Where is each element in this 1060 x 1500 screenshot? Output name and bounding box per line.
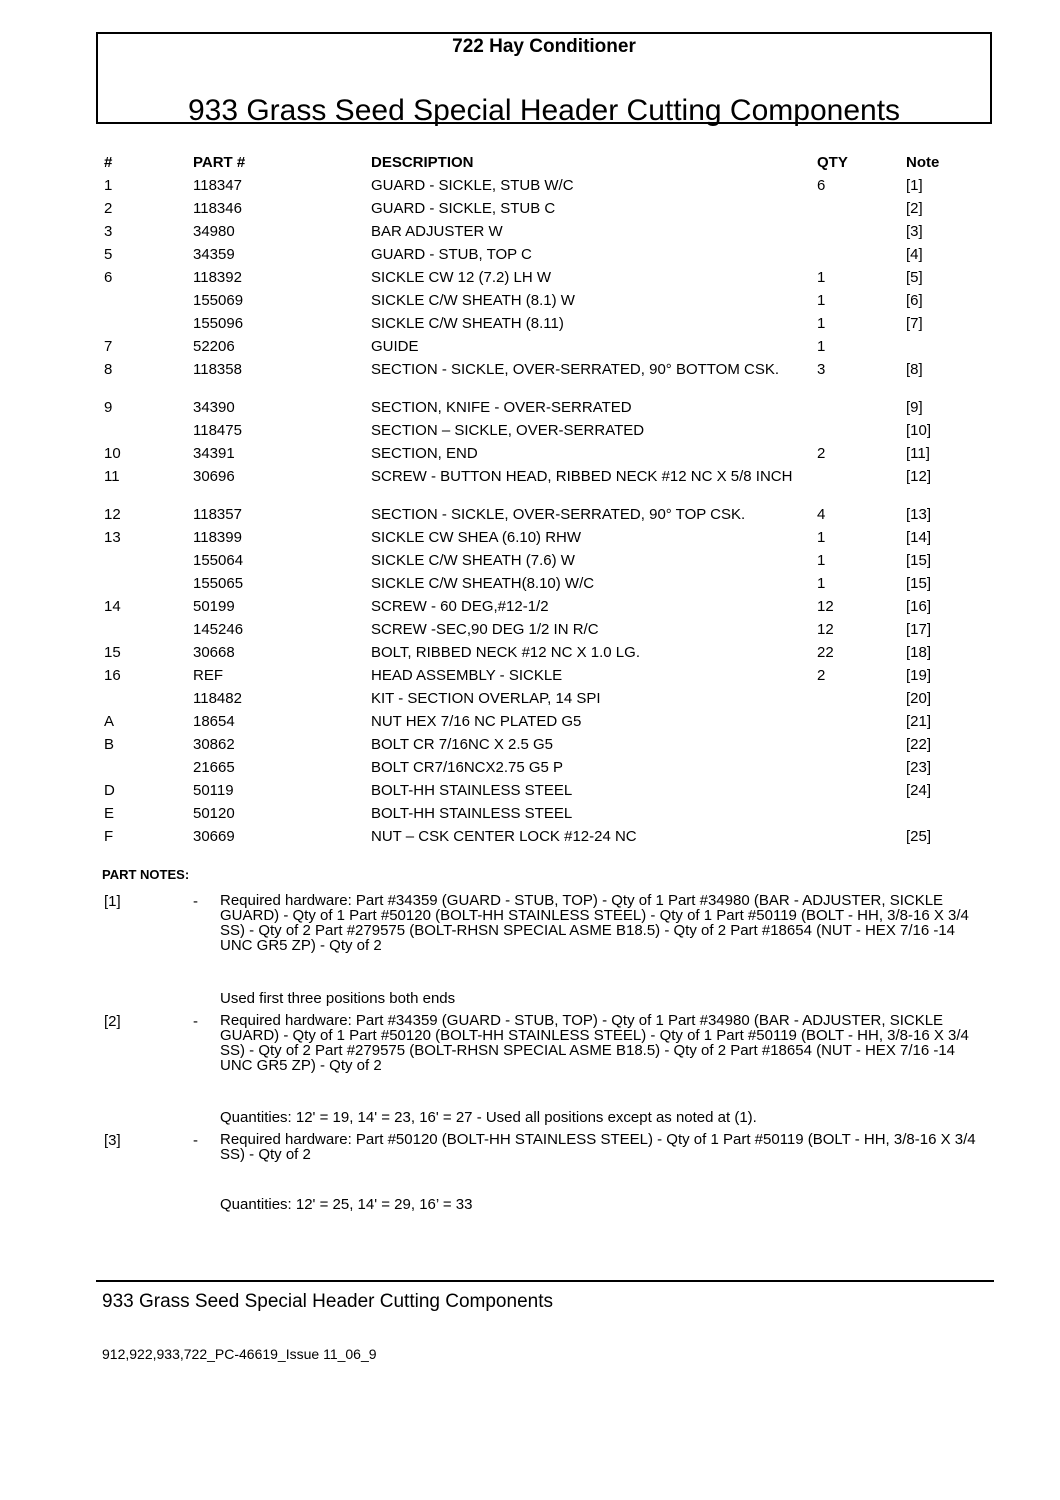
cell-note — [906, 339, 944, 362]
cell-qty — [817, 247, 906, 270]
table-row — [104, 553, 944, 576]
cell-description: SECTION – SICKLE, OVER-SERRATED — [371, 422, 645, 439]
cell-note — [906, 806, 944, 829]
cell-note: [5] — [906, 269, 923, 286]
cell-description: BOLT-HH STAINLESS STEEL — [371, 782, 573, 799]
cell-qty — [817, 423, 906, 446]
cell-part-number: 118475 — [193, 422, 242, 439]
table-row — [104, 293, 944, 316]
cell-description: SECTION, END — [371, 445, 478, 462]
cell-qty — [817, 201, 906, 224]
cell-part-number: 34980 — [193, 223, 235, 240]
cell-number — [104, 576, 193, 599]
cell-description: GUARD - SICKLE, STUB W/C — [371, 177, 574, 194]
cell-qty: 1 — [817, 315, 826, 332]
cell-qty: 1 — [817, 338, 826, 355]
cell-qty — [817, 714, 906, 737]
cell-note: [18] — [906, 644, 932, 661]
cell-note: [11] — [906, 445, 930, 462]
cell-number: 11 — [104, 468, 120, 485]
cell-part-number: 30696 — [193, 468, 235, 485]
table-row — [104, 316, 944, 339]
cell-description: SICKLE CW SHEA (6.10) RHW — [371, 529, 582, 546]
cell-note: [2] — [906, 200, 923, 217]
table-row — [104, 400, 944, 423]
cell-qty: 4 — [817, 506, 826, 523]
cell-note: [20] — [906, 690, 932, 707]
cell-qty: 22 — [817, 644, 834, 661]
cell-description: SICKLE C/W SHEATH (7.6) W — [371, 552, 575, 569]
table-row — [104, 530, 944, 553]
cell-qty — [817, 806, 906, 829]
table-row — [104, 829, 944, 852]
table-row — [104, 224, 944, 247]
cell-note: [12] — [906, 468, 932, 485]
part-notes-heading: PART NOTES: — [102, 867, 190, 882]
cell-part-number: 18654 — [193, 713, 235, 730]
table-row — [104, 339, 944, 362]
cell-number: 14 — [104, 598, 121, 615]
cell-note: [16] — [906, 598, 932, 615]
cell-qty — [817, 224, 906, 247]
cell-note: [10] — [906, 422, 932, 439]
cell-qty — [817, 400, 906, 423]
table-row — [104, 691, 944, 714]
note-extra: Quantities: 12' = 25, 14' = 29, 16’ = 33 — [220, 1196, 473, 1213]
cell-description: BAR ADJUSTER W — [371, 223, 503, 240]
cell-note: [25] — [906, 828, 932, 845]
cell-description: SECTION, KNIFE - OVER-SERRATED — [371, 399, 632, 416]
cell-description: SCREW -SEC,90 DEG 1/2 IN R/C — [371, 621, 599, 638]
cell-description: SICKLE CW 12 (7.2) LH W — [371, 269, 552, 286]
note-dash: - — [193, 893, 198, 910]
cell-qty: 12 — [817, 598, 834, 615]
cell-description: SECTION - SICKLE, OVER-SERRATED, 90° TOP CSK. — [371, 506, 746, 523]
table-row — [104, 178, 944, 201]
cell-part-number: 145246 — [193, 621, 244, 638]
cell-description: BOLT CR7/16NCX2.75 G5 P — [371, 759, 564, 776]
cell-note: [7] — [906, 315, 923, 332]
cell-number — [104, 316, 193, 339]
cell-number: 10 — [104, 445, 121, 462]
table-row — [104, 645, 944, 668]
table-row — [104, 469, 944, 507]
cell-part-number: 155069 — [193, 292, 244, 309]
cell-note: [13] — [906, 506, 932, 523]
cell-qty: 6 — [817, 177, 826, 194]
cell-part-number: 118358 — [193, 361, 242, 378]
cell-note: [8] — [906, 361, 923, 378]
cell-description: SICKLE C/W SHEATH(8.10) W/C — [371, 575, 595, 592]
column-header-number: # — [104, 154, 113, 171]
cell-note: [3] — [906, 223, 923, 240]
table-row — [104, 783, 944, 806]
cell-qty: 1 — [817, 269, 826, 286]
cell-qty — [817, 829, 906, 852]
cell-note: [15] — [906, 575, 932, 592]
cell-part-number: 118392 — [193, 269, 242, 286]
cell-part-number: 34359 — [193, 246, 235, 263]
cell-qty: 12 — [817, 621, 834, 638]
table-row — [104, 247, 944, 270]
note-ref: [1] — [104, 893, 121, 910]
cell-note: [24] — [906, 782, 932, 799]
footer-divider — [96, 1280, 994, 1282]
cell-qty — [817, 737, 906, 760]
cell-note: [19] — [906, 667, 932, 684]
cell-qty: 3 — [817, 361, 826, 378]
cell-description: SCREW - 60 DEG,#12-1/2 — [371, 598, 549, 615]
cell-note: [21] — [906, 713, 932, 730]
cell-number: A — [104, 713, 115, 730]
column-header-part: PART # — [193, 154, 246, 171]
table-row — [104, 714, 944, 737]
cell-part-number: REF — [193, 667, 223, 684]
cell-number — [104, 691, 193, 714]
cell-part-number: 30668 — [193, 644, 235, 661]
column-header-qty: QTY — [817, 154, 848, 171]
cell-part-number: 30669 — [193, 828, 235, 845]
cell-part-number: 50119 — [193, 782, 234, 799]
cell-qty: 2 — [817, 667, 826, 684]
table-row — [104, 806, 944, 829]
cell-description: KIT - SECTION OVERLAP, 14 SPI — [371, 690, 601, 707]
table-row — [104, 622, 944, 645]
table-row — [104, 760, 944, 783]
cell-part-number: 118399 — [193, 529, 242, 546]
table-row — [104, 270, 944, 293]
cell-part-number: 34391 — [193, 445, 235, 462]
footer-title: 933 Grass Seed Special Header Cutting Components — [102, 1291, 553, 1312]
cell-note: [6] — [906, 292, 923, 309]
cell-description: GUARD - SICKLE, STUB C — [371, 200, 556, 217]
cell-description: SECTION - SICKLE, OVER-SERRATED, 90° BOTTOM CSK. — [371, 361, 780, 378]
cell-part-number: 50120 — [193, 805, 235, 822]
cell-qty — [817, 783, 906, 806]
cell-note: [23] — [906, 759, 932, 776]
table-row — [104, 576, 944, 599]
cell-description: NUT HEX 7/16 NC PLATED G5 — [371, 713, 582, 730]
cell-description: BOLT, RIBBED NECK #12 NC X 1.0 LG. — [371, 644, 640, 661]
cell-note: [1] — [906, 177, 923, 194]
note-dash: - — [193, 1132, 198, 1149]
cell-part-number: 155065 — [193, 575, 244, 592]
cell-description: GUIDE — [371, 338, 419, 355]
cell-qty — [817, 469, 906, 507]
cell-number — [104, 293, 193, 316]
note-text: Required hardware: Part #34359 (GUARD - STUB, TOP) - Qty of 1 Part #34980 (BAR - ADJUSTER, SICKLE GUARD) - Qty of 1 Part #50120 (BOLT-HH STAINLESS STEEL) - Qty of 1 Part #50119 (BOLT - HH, 3/8-16 X 3/4 SS) - Qty of 2 Part #279575 (BOLT-RHSN SPECIAL ASME B18.5) - Qty of 2 Part #18654 (NUT - HEX 7/16 -14 UNC GR5 ZP) - Qty of 2 — [220, 892, 969, 954]
cell-qty: 1 — [817, 529, 826, 546]
parts-table — [104, 155, 944, 852]
cell-number — [104, 423, 193, 446]
cell-qty — [817, 760, 906, 783]
cell-part-number: 34390 — [193, 399, 235, 416]
table-row — [104, 507, 944, 530]
header-box — [96, 32, 992, 127]
cell-description: GUARD - STUB, TOP C — [371, 246, 532, 263]
table-header-row — [104, 155, 944, 178]
cell-number: 7 — [104, 338, 113, 355]
cell-qty: 1 — [817, 552, 826, 569]
cell-number — [104, 622, 193, 645]
column-header-note: Note — [906, 154, 940, 171]
cell-note: [4] — [906, 246, 923, 263]
cell-number: 8 — [104, 361, 113, 378]
cell-part-number: 155096 — [193, 315, 244, 332]
cell-qty — [817, 691, 906, 714]
table-row — [104, 201, 944, 224]
table-row — [104, 362, 944, 400]
document-subtitle: 722 Hay Conditioner — [452, 36, 636, 57]
cell-part-number: 155064 — [193, 552, 244, 569]
cell-number: 3 — [104, 223, 113, 240]
note-ref: [3] — [104, 1132, 121, 1149]
cell-note: [9] — [906, 399, 923, 416]
cell-part-number: 30862 — [193, 736, 235, 753]
note-ref: [2] — [104, 1013, 121, 1030]
cell-number: 5 — [104, 246, 113, 263]
table-row — [104, 446, 944, 469]
cell-description: SICKLE C/W SHEATH (8.1) W — [371, 292, 575, 309]
cell-number: F — [104, 828, 114, 845]
table-row — [104, 737, 944, 760]
cell-note: [14] — [906, 529, 932, 546]
cell-description: BOLT CR 7/16NC X 2.5 G5 — [371, 736, 554, 753]
column-header-description: DESCRIPTION — [371, 154, 474, 171]
cell-description: BOLT-HH STAINLESS STEEL — [371, 805, 573, 822]
cell-number — [104, 760, 193, 783]
cell-number: 15 — [104, 644, 121, 661]
cell-description: HEAD ASSEMBLY - SICKLE — [371, 667, 563, 684]
note-extra: Used first three positions both ends — [220, 990, 456, 1007]
cell-number: D — [104, 782, 115, 799]
table-row — [104, 599, 944, 622]
cell-number: 13 — [104, 529, 121, 546]
cell-qty: 1 — [817, 292, 826, 309]
cell-part-number: 21665 — [193, 759, 235, 776]
cell-note: [17] — [906, 621, 932, 638]
cell-number: 12 — [104, 506, 121, 523]
note-extra: Quantities: 12' = 19, 14' = 23, 16' = 27 - Used all positions except as noted at (1). — [220, 1109, 757, 1126]
cell-qty: 2 — [817, 445, 826, 462]
note-text: Required hardware: Part #50120 (BOLT-HH STAINLESS STEEL) - Qty of 1 Part #50119 (BOLT - HH, 3/8-16 X 3/4 SS) - Qty of 2 — [220, 1131, 976, 1163]
cell-part-number: 50199 — [193, 598, 235, 615]
cell-number: 6 — [104, 269, 113, 286]
note-dash: - — [193, 1013, 198, 1030]
cell-part-number: 118357 — [193, 506, 242, 523]
cell-description: SICKLE C/W SHEATH (8.11) — [371, 315, 564, 332]
cell-part-number: 118347 — [193, 177, 242, 194]
cell-note: [15] — [906, 552, 932, 569]
cell-number: 1 — [104, 177, 113, 194]
cell-part-number: 118482 — [193, 690, 242, 707]
cell-description: NUT – CSK CENTER LOCK #12-24 NC — [371, 828, 637, 845]
cell-part-number: 118346 — [193, 200, 242, 217]
note-text: Required hardware: Part #34359 (GUARD - STUB, TOP) - Qty of 1 Part #34980 (BAR - ADJUSTER, SICKLE GUARD) - Qty of 1 Part #50120 (BOLT-HH STAINLESS STEEL) - Qty of 1 Part #50119 (BOLT - HH, 3/8-16 X 3/4 SS) - Qty of 2 Part #279575 (BOLT-RHSN SPECIAL ASME B18.5) - Qty of 2 Part #18654 (NUT - HEX 7/16 -14 UNC GR5 ZP) - Qty of 2 — [220, 1012, 969, 1074]
cell-number — [104, 553, 193, 576]
parts-table-body — [104, 178, 944, 852]
cell-number: B — [104, 736, 115, 753]
cell-number: 9 — [104, 399, 113, 416]
cell-number: E — [104, 805, 115, 822]
cell-number: 2 — [104, 200, 113, 217]
cell-part-number: 52206 — [193, 338, 235, 355]
cell-qty: 1 — [817, 575, 826, 592]
table-row — [104, 423, 944, 446]
document-title: 933 Grass Seed Special Header Cutting Components — [187, 94, 901, 127]
cell-description: SCREW - BUTTON HEAD, RIBBED NECK #12 NC X 5/8 INCH — [371, 468, 793, 485]
cell-note: [22] — [906, 736, 932, 753]
table-row — [104, 668, 944, 691]
cell-number: 16 — [104, 667, 121, 684]
document-code: 912,922,933,722_PC-46619_Issue 11_06_9 — [102, 1346, 377, 1362]
